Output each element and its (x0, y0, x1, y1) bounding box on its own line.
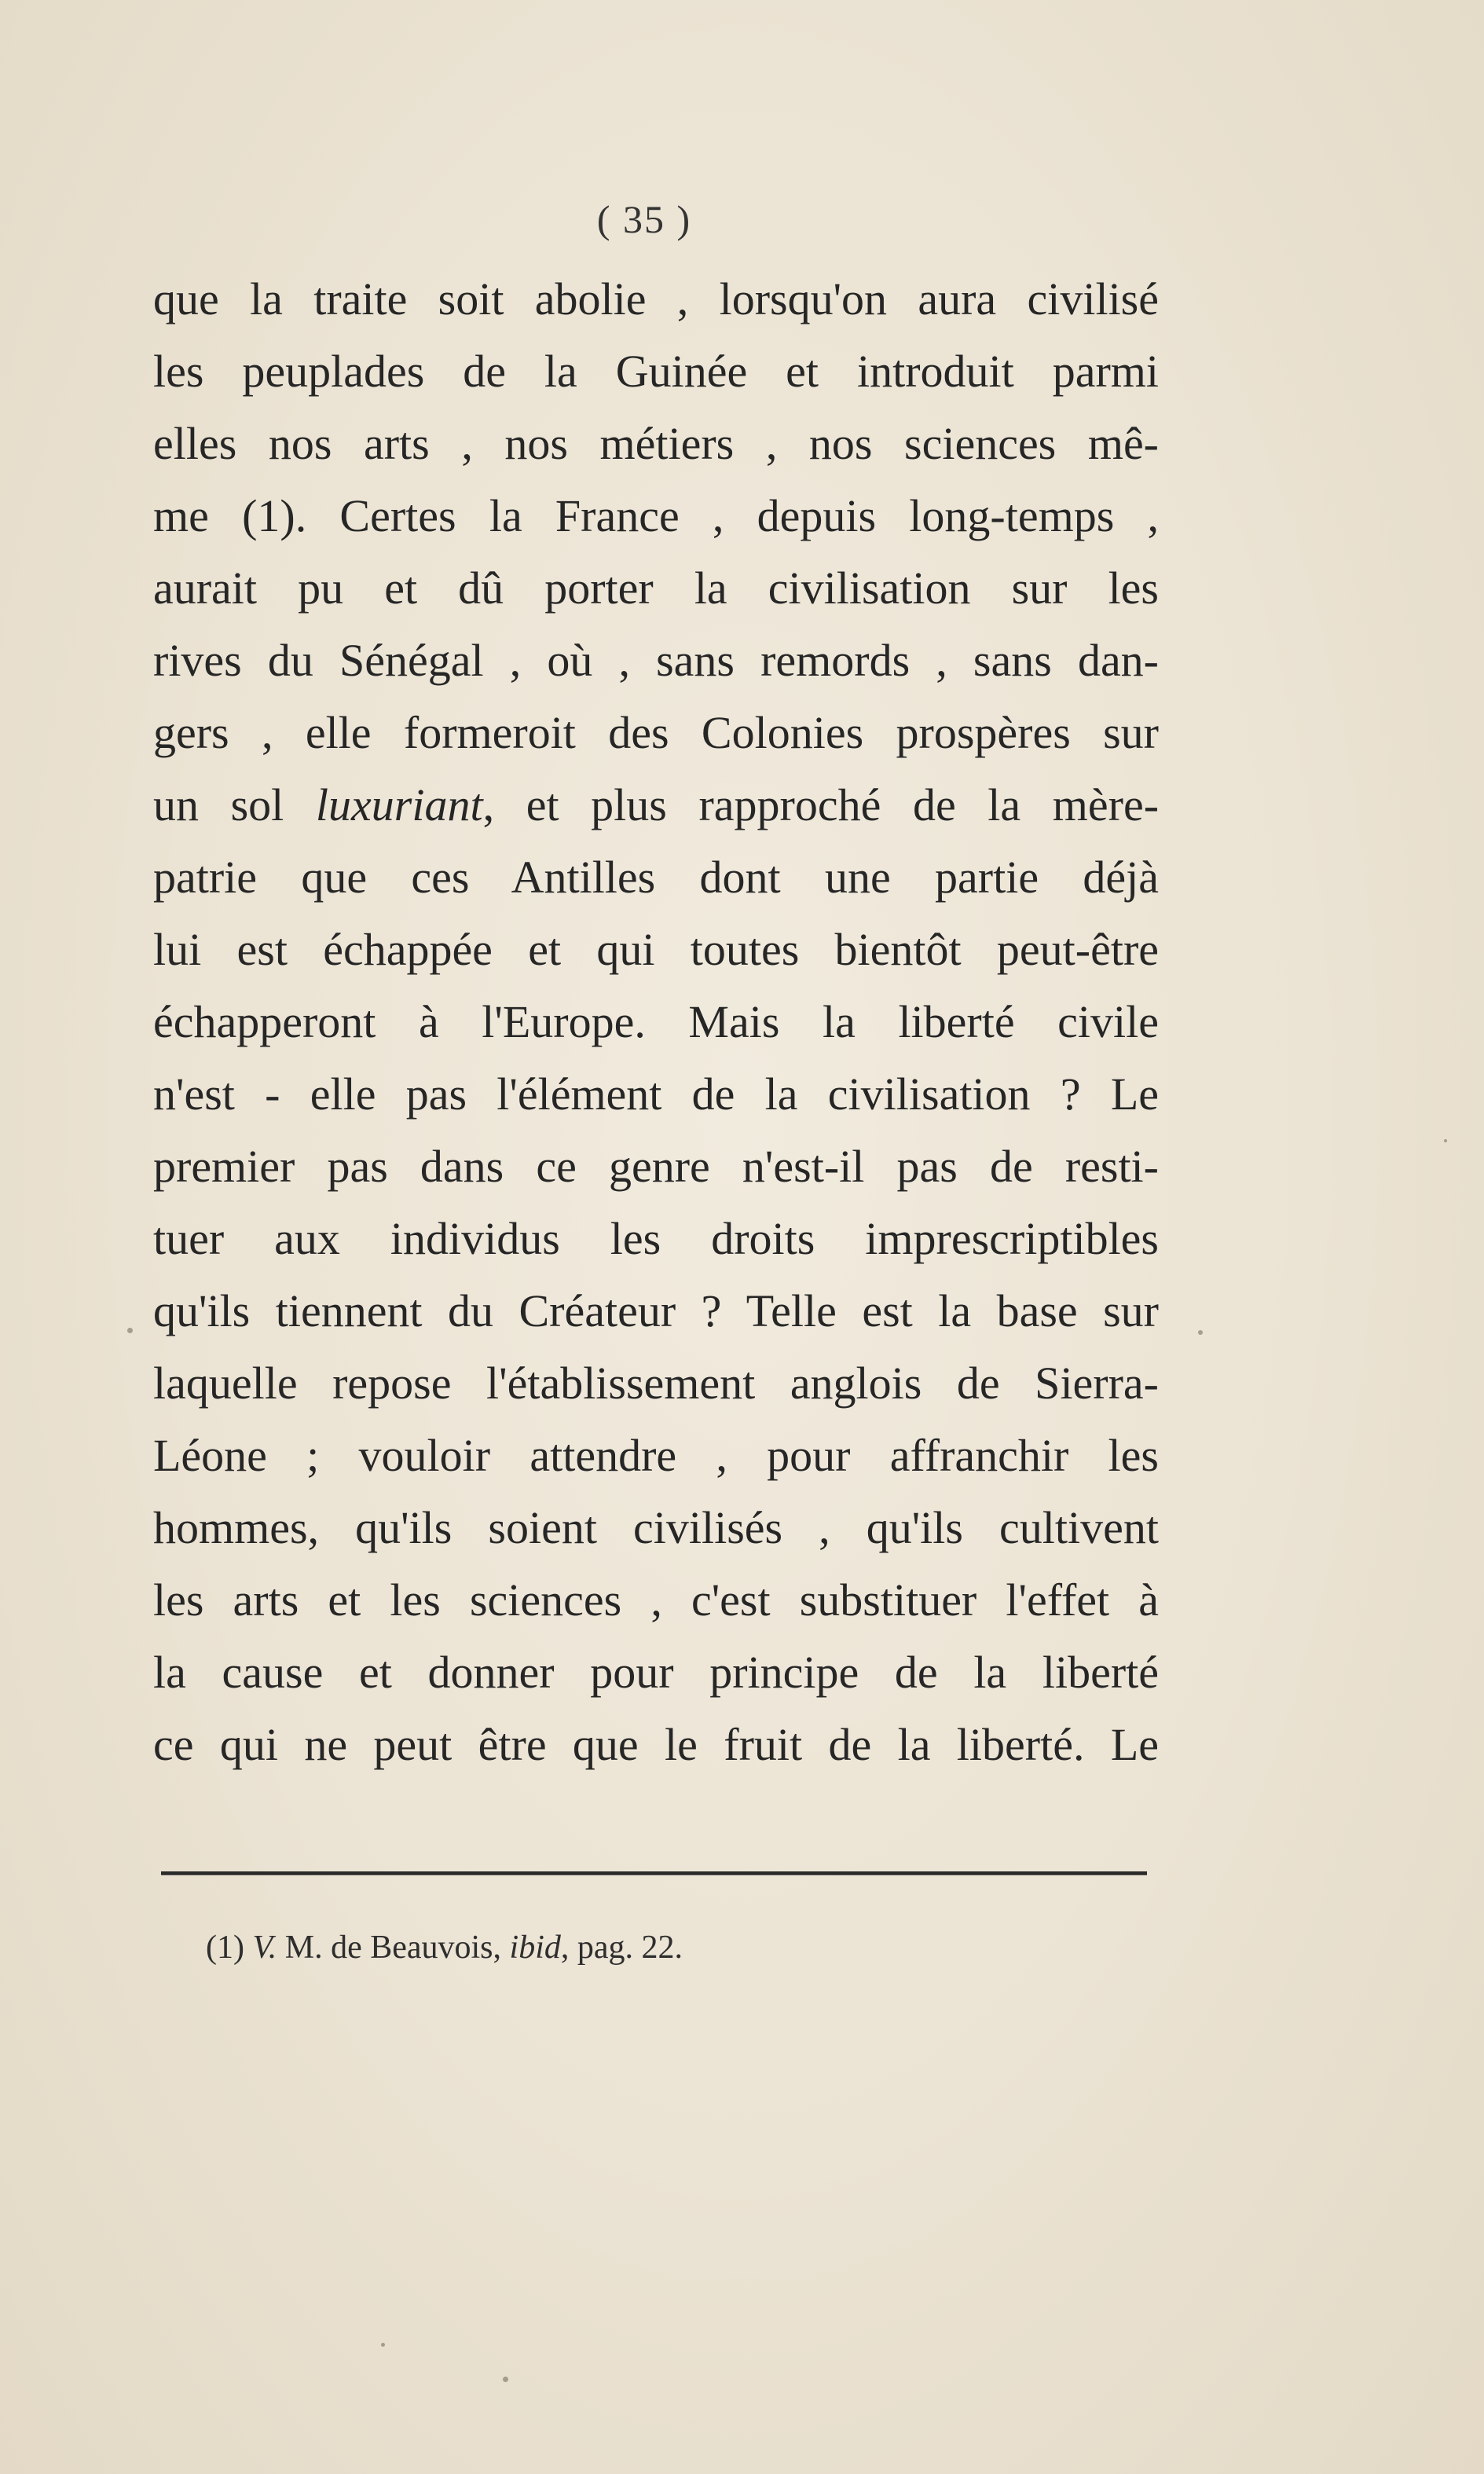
footnote-divider (161, 1871, 1147, 1875)
text-line: n'est - elle pas l'élément de la civilisation ? Le (153, 1068, 1159, 1120)
footnote (206, 1929, 683, 1966)
text-line: tuer aux individus les droits imprescriptibles (153, 1213, 1159, 1264)
text-line: la cause et donner pour principe de la liberté (153, 1647, 1159, 1698)
italic-word: luxuriant (315, 779, 483, 830)
text-line: les arts et les sciences , c'est substituer l'effet à (153, 1574, 1159, 1626)
text-line: aurait pu et dû porter la civilisation sur les (153, 563, 1159, 614)
paper-speck (1444, 1139, 1447, 1142)
text-line: elles nos arts , nos métiers , nos sciences mê- (153, 418, 1159, 469)
footnote-author: M. de Beauvois, (277, 1930, 510, 1966)
text-line: patrie que ces Antilles dont une partie déjà (153, 852, 1159, 903)
text-line (153, 769, 1159, 841)
paper-speck (127, 1328, 133, 1333)
footnote-ibid: ibid (509, 1930, 561, 1966)
page-number: ( 35 ) (596, 197, 692, 241)
text-line: lui est échappée et qui toutes bientôt peut-être (153, 924, 1159, 975)
text-segment: , et plus rapproché de la mère- (482, 779, 1160, 830)
text-line: échapperont à l'Europe. Mais la liberté civile (153, 996, 1159, 1047)
text-line: gers , elle formeroit des Colonies prospères sur (153, 707, 1159, 758)
footnote-page: , pag. 22. (560, 1930, 683, 1966)
footnote-v: V. (252, 1930, 277, 1966)
paper-speck (381, 2343, 385, 2347)
text-line: qu'ils tiennent du Créateur ? Telle est la base sur (153, 1285, 1159, 1336)
body-text (153, 263, 1159, 1781)
paper-speck (503, 2377, 508, 2382)
text-line: hommes, qu'ils soient civilisés , qu'ils cultivent (153, 1502, 1159, 1553)
paper-speck (1198, 1330, 1203, 1335)
text-line: me (1). Certes la France , depuis long-temps , (153, 490, 1159, 541)
text-line: laquelle repose l'établissement anglois de Sierra- (153, 1358, 1159, 1409)
footnote-marker: (1) (206, 1930, 244, 1966)
text-line: les peuplades de la Guinée et introduit parmi (153, 346, 1159, 397)
text-line: ce qui ne peut être que le fruit de la liberté. Le (153, 1719, 1159, 1770)
text-line: Léone ; vouloir attendre , pour affranchir les (153, 1430, 1159, 1481)
text-line: rives du Sénégal , où , sans remords , sans dan- (153, 635, 1159, 686)
text-line: premier pas dans ce genre n'est-il pas de resti- (153, 1141, 1159, 1192)
text-segment: un sol (153, 779, 316, 830)
text-line: que la traite soit abolie , lorsqu'on aura civilisé (153, 273, 1159, 324)
